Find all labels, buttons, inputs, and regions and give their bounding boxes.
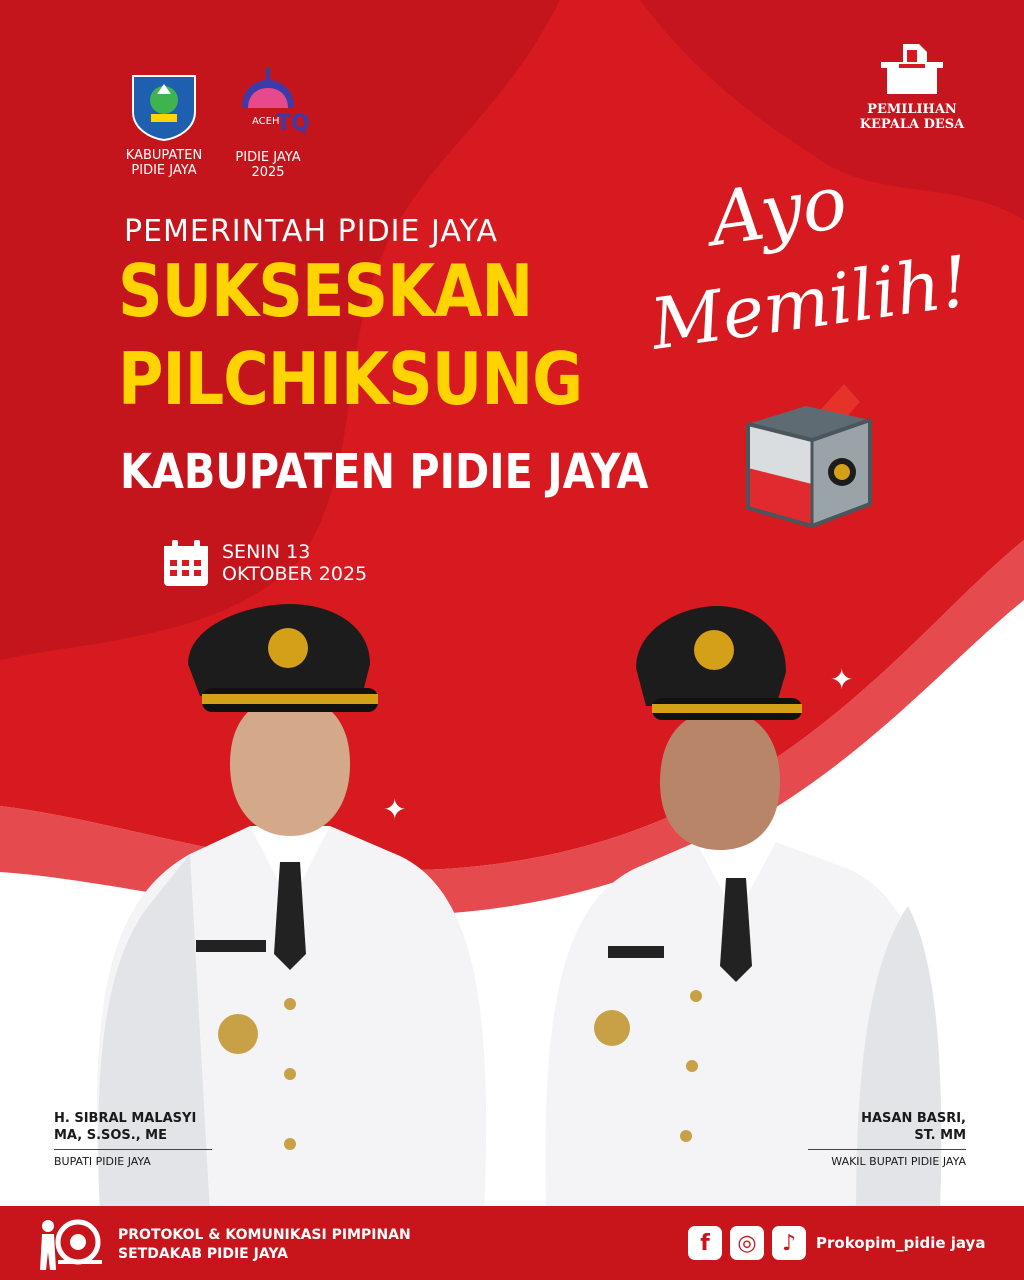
- mtq-caption-2: 2025: [251, 165, 285, 180]
- wakil-bupati-role: WAKIL BUPATI PIDIE JAYA: [831, 1155, 966, 1168]
- ayo-memilih-script: [645, 158, 975, 398]
- wakil-bupati-name-line-2: ST. MM: [914, 1128, 966, 1143]
- wakil-bupati-name-label: [808, 1110, 966, 1168]
- mtq-caption-1: PIDIE JAYA: [235, 150, 301, 165]
- pidie-jaya-logo: [112, 72, 216, 178]
- footer-organization: [118, 1226, 411, 1264]
- social-handle[interactable]: Prokopim_pidie jaya: [816, 1234, 986, 1252]
- svg-text:ACEH: ACEH: [252, 116, 280, 127]
- mtq-aceh-logo-icon: [226, 68, 310, 144]
- divider: [808, 1149, 966, 1150]
- headline-line-1: SUKSESKAN: [118, 249, 533, 333]
- divider: [54, 1149, 212, 1150]
- footer-org-line-1: PROTOKOL & KOMUNIKASI PIMPINAN: [118, 1227, 411, 1243]
- headline-line-2: PILCHIKSUNG: [118, 337, 583, 421]
- calendar-icon: [162, 538, 210, 588]
- regency-caption-2: PIDIE JAYA: [131, 163, 197, 178]
- headline-line-3: KABUPATEN PIDIE JAYA: [120, 444, 649, 500]
- svg-text:TQ: TQ: [276, 111, 310, 136]
- sparkle-icon: ✦: [830, 663, 854, 696]
- date-line-1: SENIN 13: [222, 541, 311, 563]
- facebook-icon[interactable]: f: [688, 1226, 722, 1260]
- wakil-bupati-name-line-1: HASAN BASRI,: [861, 1111, 966, 1126]
- ballot-box-hand-icon: [881, 38, 943, 98]
- bupati-name-label: [54, 1110, 212, 1168]
- script-line-2: Memilih!: [645, 240, 975, 366]
- pilkades-line-1: PEMILIHAN: [867, 102, 957, 117]
- instagram-icon[interactable]: ◎: [730, 1226, 764, 1260]
- bupati-name-line-1: H. SIBRAL MALASYI: [54, 1111, 197, 1126]
- bupati-name-line-2: MA, S.SOS., ME: [54, 1128, 168, 1143]
- event-date: [162, 538, 367, 588]
- mtq-logo: [216, 68, 320, 180]
- regency-caption-1: KABUPATEN: [125, 148, 203, 163]
- ballot-box-illustration: [740, 380, 880, 530]
- social-links: [688, 1226, 985, 1260]
- date-line-2: OKTOBER 2025: [222, 563, 368, 585]
- bupati-role: BUPATI PIDIE JAYA: [54, 1155, 151, 1168]
- pidie-jaya-crest-icon: [127, 72, 201, 142]
- script-line-1: Ayo: [704, 158, 853, 264]
- government-heading: PEMERINTAH PIDIE JAYA: [124, 214, 499, 249]
- footer-bar: [0, 1206, 1024, 1280]
- sparkle-icon: ✦: [383, 793, 407, 826]
- prokopim-logo-icon: [38, 1216, 108, 1272]
- pilkades-badge: [852, 38, 972, 132]
- footer-org-line-2: SETDAKAB PIDIE JAYA: [118, 1246, 288, 1262]
- tiktok-icon[interactable]: ♪: [772, 1226, 806, 1260]
- pilkades-line-2: KEPALA DESA: [859, 117, 965, 132]
